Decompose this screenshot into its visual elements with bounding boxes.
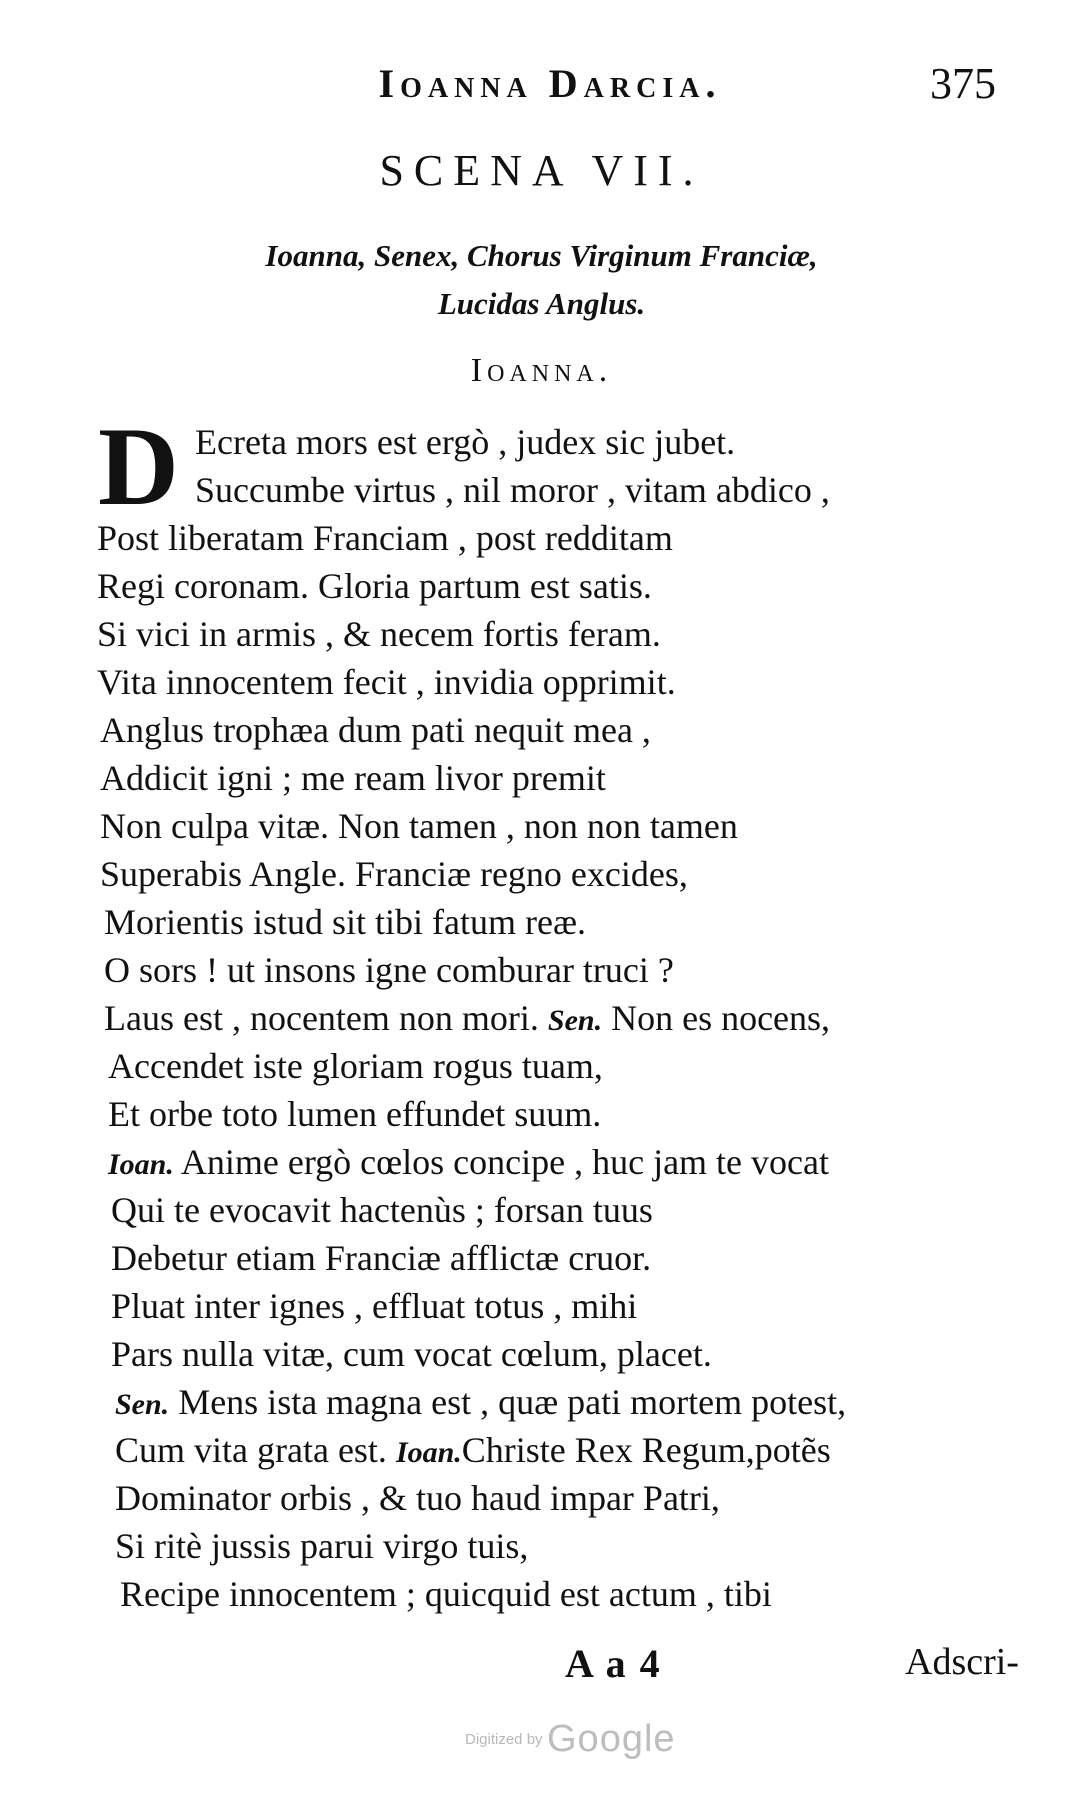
google-logo: Google	[547, 1718, 676, 1760]
verse-line	[115, 1378, 846, 1429]
verse-line	[195, 466, 830, 514]
verse-line	[108, 1042, 603, 1090]
speaker-abbrev: Ioan.	[108, 1148, 174, 1181]
verse-line	[120, 1570, 772, 1618]
verse-text: Si vici in armis , & necem fortis feram.	[97, 614, 661, 654]
verse-text: Mens ista magna est , quæ pati mortem potest,	[169, 1382, 847, 1422]
verse-line	[108, 1138, 829, 1189]
cast-list	[0, 232, 1083, 328]
verse-text: Si ritè jussis parui virgo tuis,	[115, 1526, 529, 1566]
verse-text: Non culpa vitæ. Non tamen , non non tamen	[100, 806, 738, 846]
verse-text: Succumbe virtus , nil moror , vitam abdico ,	[195, 470, 830, 510]
verse-text: Christe Rex Regum,potẽs	[461, 1430, 831, 1470]
signature-mark: A a 4	[565, 1641, 662, 1686]
verse-line	[111, 1330, 712, 1378]
speaker-abbrev: Ioan.	[395, 1436, 462, 1469]
verse-text: Qui te evocavit hactenùs ; forsan tuus	[111, 1190, 653, 1230]
verse-text: Pluat inter ignes , effluat totus , mihi	[111, 1286, 638, 1326]
verse-text: O sors ! ut insons igne comburar truci ?	[104, 950, 674, 990]
verse-line	[111, 1282, 637, 1330]
cast-line-2: Lucidas Anglus.	[437, 286, 646, 321]
verse-line	[100, 850, 688, 898]
verse-line	[104, 946, 674, 994]
scene-title: SCENA VII.	[379, 146, 704, 195]
speaker-abbrev: Sen.	[115, 1388, 170, 1421]
verse-line	[97, 658, 676, 706]
verse-text: Pars nulla vitæ, cum vocat cœlum, placet.	[111, 1334, 712, 1374]
running-title: Ioanna Darcia.	[378, 61, 722, 106]
verse-line	[104, 994, 830, 1045]
verse-line	[195, 418, 735, 466]
verse-text: Post liberatam Franciam , post redditam	[97, 518, 673, 558]
verse-line	[97, 610, 661, 658]
verse-text: Addicit igni ; me ream livor premit	[100, 758, 606, 798]
speaker-abbrev: Sen.	[547, 1004, 603, 1037]
digitized-prefix: Digitized by	[465, 1731, 543, 1748]
verse-text: Morientis istud sit tibi fatum reæ.	[104, 902, 586, 942]
verse-text: Anglus trophæa dum pati nequit mea ,	[100, 710, 651, 750]
verse-text: Superabis Angle. Franciæ regno excides,	[100, 854, 688, 894]
verse-text: Non es nocens,	[602, 998, 831, 1038]
catchword: Adscri-	[905, 1641, 1019, 1683]
digitized-by-watermark	[465, 1718, 676, 1761]
verse-text: Vita innocentem fecit , invidia opprimit.	[97, 662, 676, 702]
verse-line	[111, 1186, 653, 1234]
cast-line-1: Ioanna, Senex, Chorus Virginum Franciæ,	[265, 238, 818, 273]
verse-line	[115, 1522, 528, 1570]
speaker-heading: Ioanna.	[470, 352, 613, 389]
verse-text: Et orbe toto lumen effundet suum.	[108, 1094, 602, 1134]
verse-line	[100, 802, 738, 850]
verse-text: Cum vita grata est.	[115, 1430, 387, 1470]
verse-line	[97, 514, 673, 562]
verse-line	[115, 1474, 720, 1522]
verse-text: Recipe innocentem ; quicquid est actum , tibi	[120, 1574, 772, 1614]
verse-line	[115, 1426, 831, 1477]
verse-text: Regi coronam. Gloria partum est satis.	[97, 566, 652, 606]
page-number: 375	[930, 59, 996, 108]
verse-line	[97, 562, 652, 610]
verse-line	[104, 898, 586, 946]
drop-cap: D	[98, 405, 179, 529]
verse-text: Anime ergò cœlos concipe , huc jam te vocat	[173, 1142, 829, 1182]
verse-text: Laus est , nocentem non mori.	[104, 998, 539, 1038]
verse-line	[108, 1090, 601, 1138]
verse-line	[100, 706, 651, 754]
verse-text: Ecreta mors est ergò , judex sic jubet.	[195, 422, 736, 462]
verse-text: Accendet iste gloriam rogus tuam,	[108, 1046, 603, 1086]
verse-text: Dominator orbis , & tuo haud impar Patri,	[115, 1478, 720, 1518]
verse-line	[100, 754, 606, 802]
verse-line	[111, 1234, 651, 1282]
verse-text: Debetur etiam Franciæ afflictæ cruor.	[111, 1238, 652, 1278]
